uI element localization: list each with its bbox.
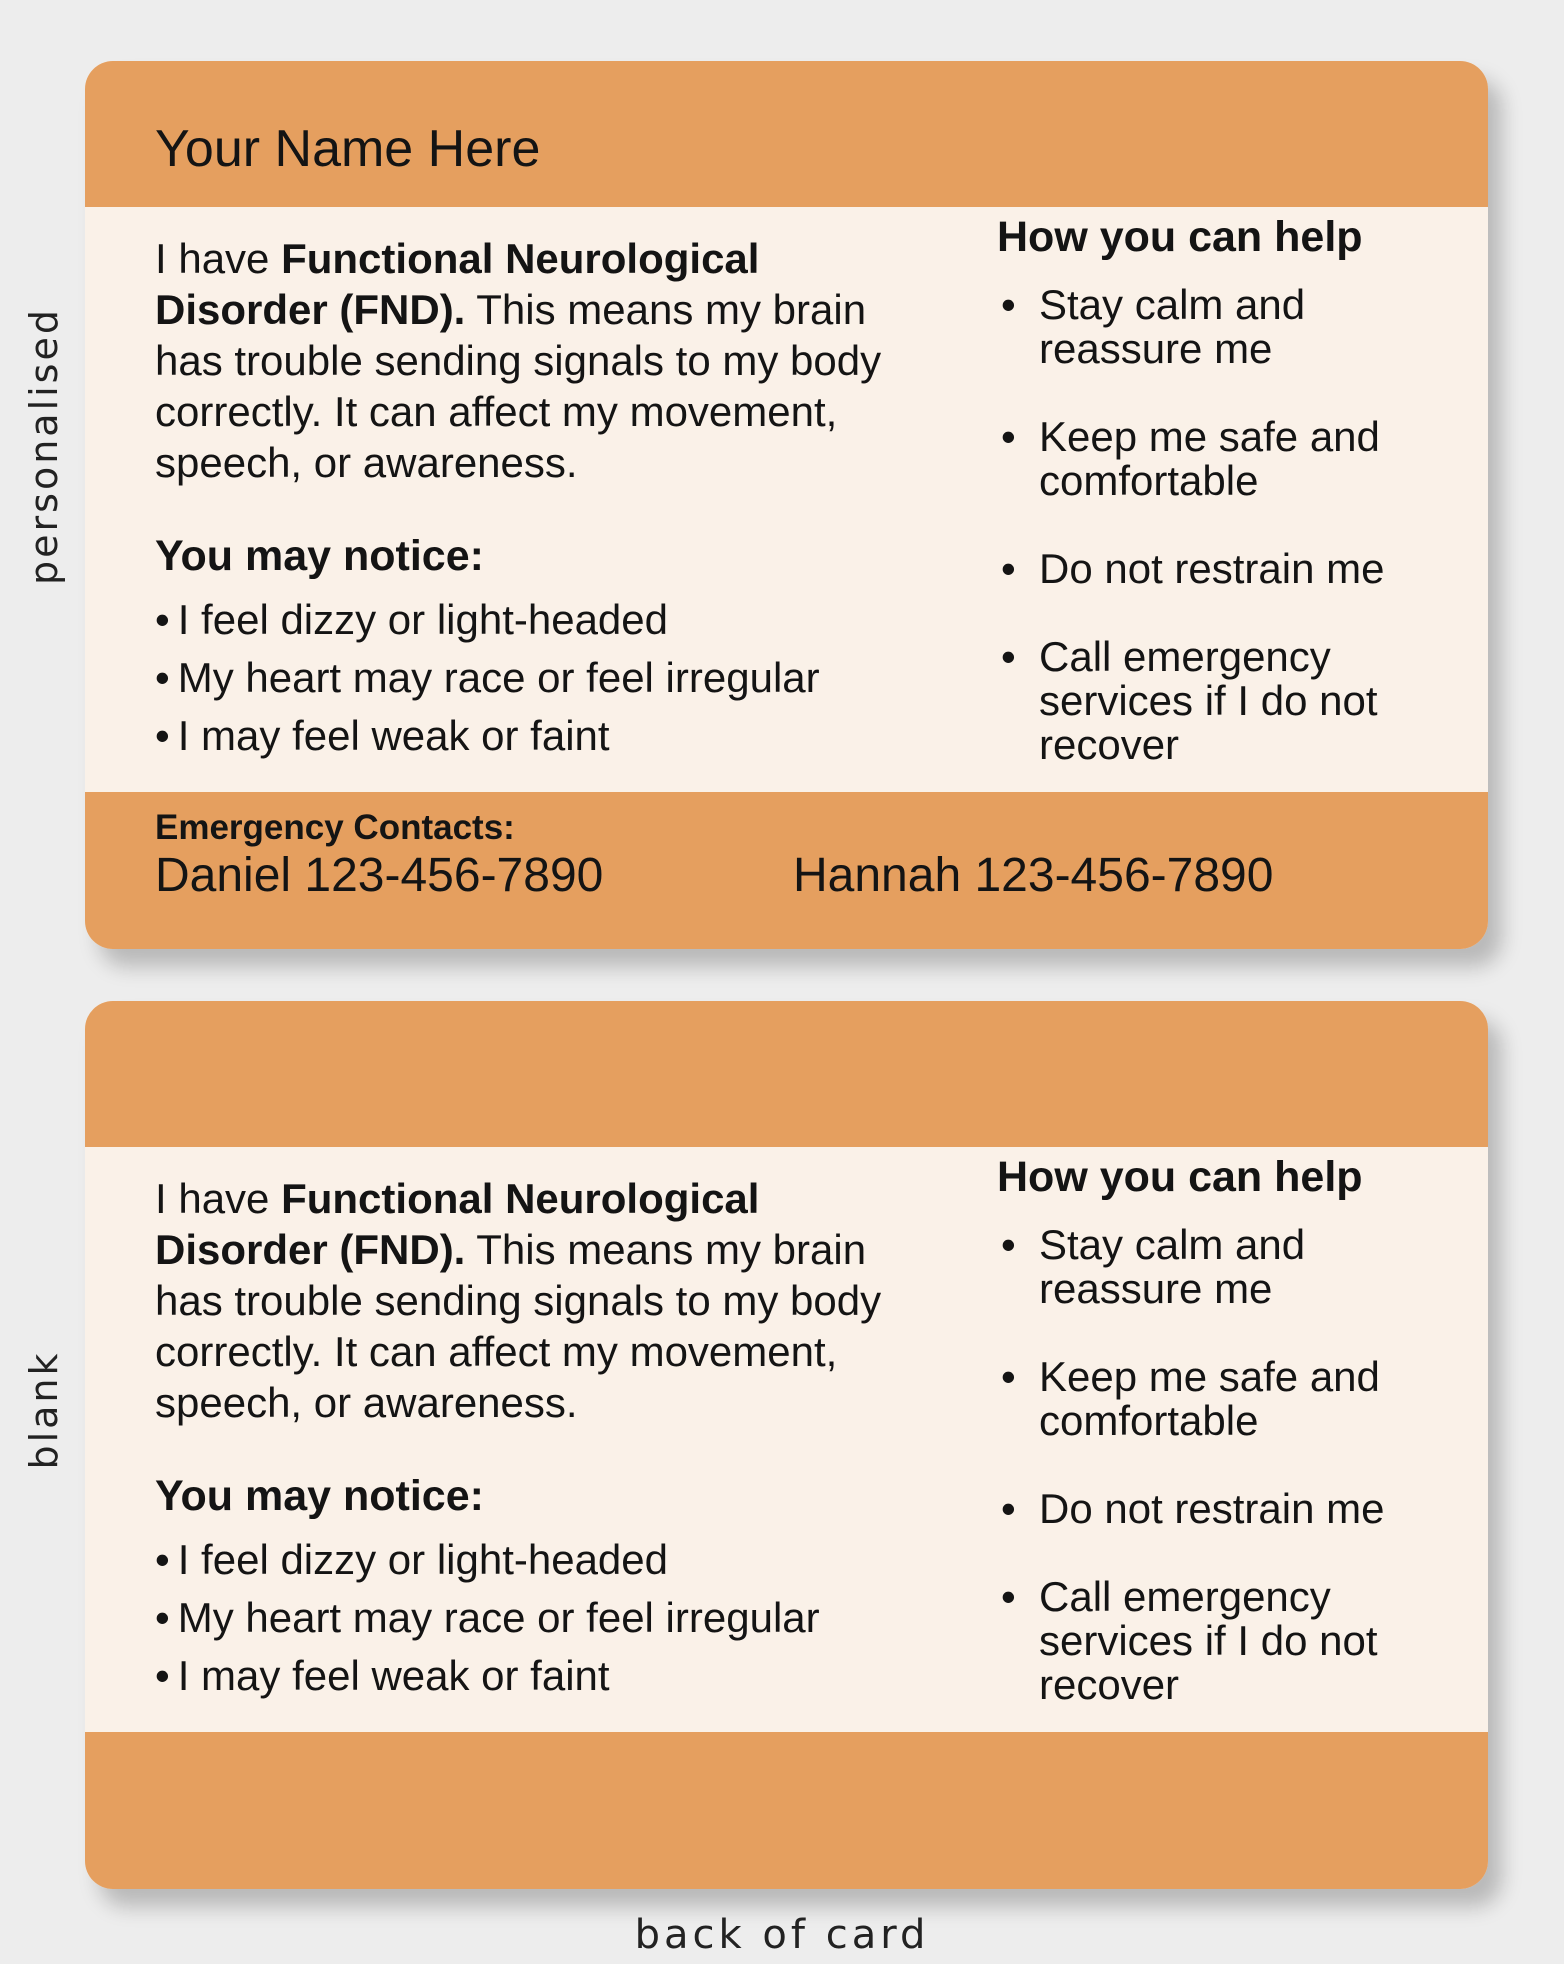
back-of-card-caption: back of card: [634, 1912, 930, 1958]
emergency-contact-2: Hannah 123-456-7890: [793, 849, 1274, 902]
personalised-card: [85, 61, 1488, 949]
help-heading: How you can help: [997, 213, 1363, 261]
intro-lead: I have: [155, 235, 282, 282]
blank-label: blank: [22, 1350, 66, 1470]
condition-name: Functional Neurological Disorder (FND).: [155, 235, 760, 333]
notice-list: [155, 591, 820, 765]
help-item: • Call emergency services if I do not recover: [997, 635, 1457, 767]
card-header-band: [85, 1001, 1488, 1147]
blank-card: [85, 1001, 1488, 1889]
notice-item: • I may feel weak or faint: [155, 707, 820, 765]
notice-item: • My heart may race or feel irregular: [155, 1589, 820, 1647]
card-footer-band: [85, 792, 1488, 949]
notice-item: • I feel dizzy or light-headed: [155, 591, 820, 649]
help-item: • Keep me safe and comfortable: [997, 1355, 1457, 1443]
personalised-label: personalised: [22, 307, 66, 585]
emergency-contact-1: Daniel 123-456-7890: [155, 849, 604, 902]
help-item: • Call emergency services if I do not recover: [997, 1575, 1457, 1707]
condition-description: [155, 1173, 915, 1428]
emergency-contacts-heading: Emergency Contacts:: [155, 808, 515, 847]
notice-list: [155, 1531, 820, 1705]
notice-item: • I feel dizzy or light-headed: [155, 1531, 820, 1589]
help-item: • Do not restrain me: [997, 1487, 1457, 1531]
intro-rest: This means my brain has trouble sending signals to my body correctly. It can affect my movement, speech, or awareness.: [155, 1226, 882, 1426]
help-item: • Stay calm and reassure me: [997, 1223, 1457, 1311]
intro-lead: I have: [155, 1175, 282, 1222]
card-header-band: [85, 61, 1488, 207]
notice-heading: You may notice:: [155, 1472, 484, 1520]
condition-name: Functional Neurological Disorder (FND).: [155, 1175, 760, 1273]
help-item: • Do not restrain me: [997, 547, 1457, 591]
card-footer-band: [85, 1732, 1488, 1889]
help-list: [997, 1223, 1457, 1751]
help-list: [997, 283, 1457, 811]
notice-item: • I may feel weak or faint: [155, 1647, 820, 1705]
help-item: • Keep me safe and comfortable: [997, 415, 1457, 503]
card-holder-name: Your Name Here: [155, 120, 541, 178]
help-item: • Stay calm and reassure me: [997, 283, 1457, 371]
notice-item: • My heart may race or feel irregular: [155, 649, 820, 707]
intro-rest: This means my brain has trouble sending signals to my body correctly. It can affect my movement, speech, or awareness.: [155, 286, 882, 486]
notice-heading: You may notice:: [155, 532, 484, 580]
help-heading: How you can help: [997, 1153, 1363, 1201]
condition-description: [155, 233, 915, 488]
